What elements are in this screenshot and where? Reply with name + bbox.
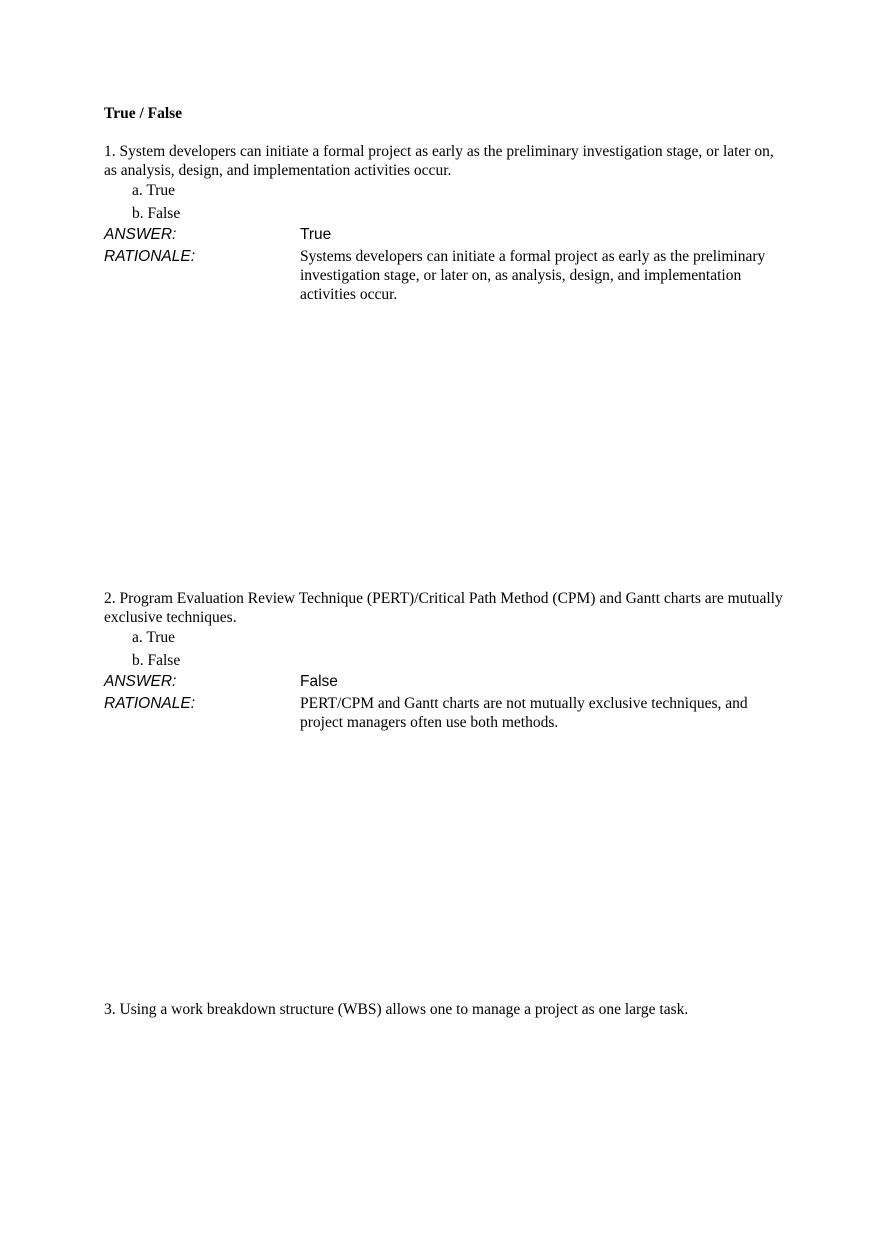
rationale-label: RATIONALE: [104,248,196,265]
question-text: 1. System developers can initiate a formal project as early as the preliminary investigation stage, or later on, as analysis, design, and implementation activities occur. [104,143,774,179]
option-true: a. True [132,182,176,199]
answer-label: ANSWER: [104,673,177,690]
rationale-label: RATIONALE: [104,695,196,712]
question-2 [104,589,784,732]
rationale-row [104,694,784,732]
rationale-text: PERT/CPM and Gantt charts are not mutually exclusive techniques, and project managers often use both methods. [300,695,748,731]
answer-row [104,672,784,694]
section-heading: True / False [104,105,183,122]
answer-value: True [300,226,332,243]
rationale-row [104,247,784,304]
option-false: b. False [132,652,181,669]
option-false: b. False [132,205,181,222]
rationale-text: Systems developers can initiate a formal project as early as the preliminary investigation stage, or later on, as analysis, design, and implementation activities occur. [300,248,766,303]
question-text: 3. Using a work breakdown structure (WBS) allows one to manage a project as one large task. [104,1001,689,1018]
question-1 [104,142,784,304]
answer-label: ANSWER: [104,226,177,243]
answer-value: False [300,673,338,690]
answer-row [104,225,784,247]
question-text: 2. Program Evaluation Review Technique (PERT)/Critical Path Method (CPM) and Gantt charts are mutually exclusive techniques. [104,590,783,626]
option-true: a. True [132,629,176,646]
question-3 [104,1000,784,1019]
